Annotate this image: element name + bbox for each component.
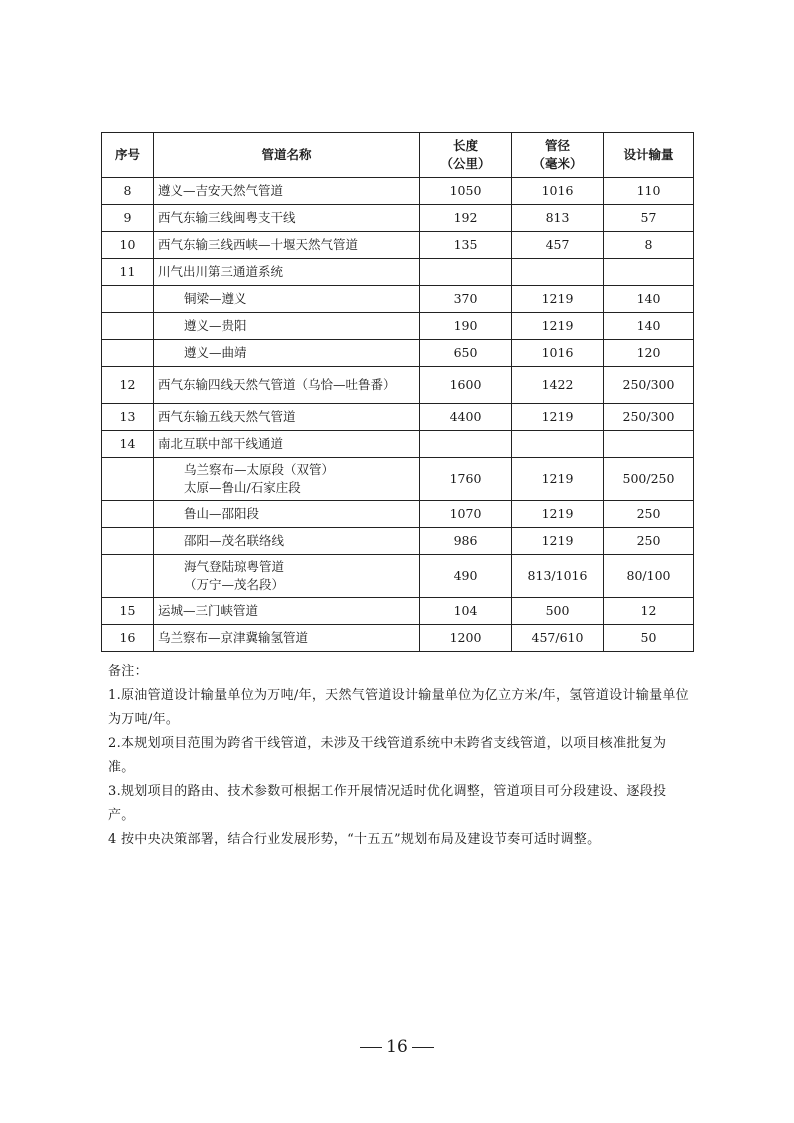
note-item: 2.本规划项目范围为跨省干线管道，未涉及干线管道系统中未跨省支线管道，以项目核准批复为准。 — [108, 736, 667, 775]
note-item: 1.原油管道设计输量单位为万吨/年，天然气管道设计输量单位为亿立方米/年，氢管道设计输量单位为万吨/年。 — [108, 688, 689, 727]
row-no — [102, 528, 154, 555]
row-diameter: 1219 — [512, 313, 604, 340]
row-capacity: 140 — [604, 313, 694, 340]
note-item: 4 按中央决策部署，结合行业发展形势，“十五五”规划布局及建设节奏可适时调整。 — [108, 832, 601, 847]
row-name: 遵义—贵阳 — [154, 313, 420, 340]
table-header-row — [102, 133, 694, 178]
page-number: 16 — [386, 1037, 408, 1057]
table-row — [102, 404, 694, 431]
row-no: 9 — [102, 205, 154, 232]
row-length: 1760 — [420, 458, 512, 501]
row-name: 铜梁—遵义 — [154, 286, 420, 313]
row-length: 104 — [420, 598, 512, 625]
header-diameter — [512, 133, 604, 178]
row-length: 1200 — [420, 625, 512, 652]
page-footer — [0, 1037, 794, 1057]
row-no — [102, 286, 154, 313]
row-diameter: 457 — [512, 232, 604, 259]
row-name-line2: 太原—鲁山/石家庄段 — [184, 480, 301, 495]
header-length-line1: 长度 — [452, 138, 478, 153]
row-name: 鲁山—邵阳段 — [154, 501, 420, 528]
row-name: 西气东输三线闽粤支干线 — [154, 205, 420, 232]
footer-dash-left — [360, 1047, 382, 1049]
row-name: 西气东输五线天然气管道 — [154, 404, 420, 431]
row-length: 986 — [420, 528, 512, 555]
header-capacity: 设计输量 — [604, 133, 694, 178]
table-row — [102, 625, 694, 652]
table-row — [102, 259, 694, 286]
row-capacity: 250 — [604, 528, 694, 555]
header-diameter-line1: 管径 — [544, 138, 570, 153]
table-row — [102, 313, 694, 340]
row-no: 15 — [102, 598, 154, 625]
row-name — [154, 458, 420, 501]
row-no: 14 — [102, 431, 154, 458]
row-capacity: 8 — [604, 232, 694, 259]
pipeline-table — [101, 132, 694, 652]
row-length: 190 — [420, 313, 512, 340]
table-row — [102, 286, 694, 313]
row-diameter: 457/610 — [512, 625, 604, 652]
row-name: 运城—三门峡管道 — [154, 598, 420, 625]
row-diameter — [512, 431, 604, 458]
row-no: 16 — [102, 625, 154, 652]
row-capacity: 250/300 — [604, 367, 694, 404]
row-name — [154, 555, 420, 598]
table-row — [102, 178, 694, 205]
row-capacity — [604, 431, 694, 458]
notes-section — [108, 660, 690, 852]
footer-dash-right — [412, 1047, 434, 1049]
row-length: 1070 — [420, 501, 512, 528]
row-name: 遵义—曲靖 — [154, 340, 420, 367]
row-name: 乌兰察布—京津冀输氢管道 — [154, 625, 420, 652]
row-capacity: 12 — [604, 598, 694, 625]
table-row — [102, 555, 694, 598]
row-name: 遵义—吉安天然气管道 — [154, 178, 420, 205]
row-capacity: 250/300 — [604, 404, 694, 431]
row-capacity: 120 — [604, 340, 694, 367]
table-row — [102, 431, 694, 458]
row-no — [102, 458, 154, 501]
row-diameter — [512, 259, 604, 286]
table-row — [102, 205, 694, 232]
row-capacity: 140 — [604, 286, 694, 313]
row-length: 370 — [420, 286, 512, 313]
row-no: 11 — [102, 259, 154, 286]
row-name: 川气出川第三通道系统 — [154, 259, 420, 286]
row-name-line1: 海气登陆琼粤管道 — [184, 559, 285, 574]
row-no — [102, 313, 154, 340]
row-length: 1600 — [420, 367, 512, 404]
row-diameter: 1016 — [512, 340, 604, 367]
table-row — [102, 501, 694, 528]
row-capacity: 80/100 — [604, 555, 694, 598]
row-diameter: 1219 — [512, 286, 604, 313]
row-length — [420, 431, 512, 458]
table-row — [102, 367, 694, 404]
row-length — [420, 259, 512, 286]
row-diameter: 500 — [512, 598, 604, 625]
row-length: 192 — [420, 205, 512, 232]
notes-title: 备注： — [108, 664, 148, 679]
row-name: 南北互联中部干线通道 — [154, 431, 420, 458]
row-diameter: 1219 — [512, 458, 604, 501]
header-name: 管道名称 — [154, 133, 420, 178]
row-name: 邵阳—茂名联络线 — [154, 528, 420, 555]
row-capacity: 57 — [604, 205, 694, 232]
row-no: 13 — [102, 404, 154, 431]
row-capacity: 500/250 — [604, 458, 694, 501]
row-diameter: 813/1016 — [512, 555, 604, 598]
table-row — [102, 598, 694, 625]
row-diameter: 1219 — [512, 404, 604, 431]
row-no — [102, 501, 154, 528]
header-diameter-line2: （毫米） — [532, 156, 583, 171]
row-capacity: 50 — [604, 625, 694, 652]
header-length-line2: （公里） — [440, 156, 491, 171]
row-name: 西气东输三线西峡—十堰天然气管道 — [154, 232, 420, 259]
row-name: 西气东输四线天然气管道（乌恰—吐鲁番） — [154, 367, 420, 404]
table-row — [102, 528, 694, 555]
row-diameter: 1219 — [512, 501, 604, 528]
row-no — [102, 555, 154, 598]
row-capacity — [604, 259, 694, 286]
row-no: 8 — [102, 178, 154, 205]
row-capacity: 250 — [604, 501, 694, 528]
row-length: 490 — [420, 555, 512, 598]
row-diameter: 813 — [512, 205, 604, 232]
row-no — [102, 340, 154, 367]
row-diameter: 1422 — [512, 367, 604, 404]
row-no: 12 — [102, 367, 154, 404]
row-diameter: 1219 — [512, 528, 604, 555]
note-item: 3.规划项目的路由、技术参数可根据工作开展情况适时优化调整，管道项目可分段建设、逐段投产。 — [108, 784, 667, 823]
table-row — [102, 458, 694, 501]
table-row — [102, 232, 694, 259]
header-length — [420, 133, 512, 178]
row-capacity: 110 — [604, 178, 694, 205]
row-name-line2: （万宁—茂名段） — [184, 577, 285, 592]
row-name-line1: 乌兰察布—太原段（双管） — [184, 462, 335, 477]
row-length: 135 — [420, 232, 512, 259]
row-length: 650 — [420, 340, 512, 367]
row-length: 4400 — [420, 404, 512, 431]
row-diameter: 1016 — [512, 178, 604, 205]
header-no: 序号 — [102, 133, 154, 178]
table-row — [102, 340, 694, 367]
row-no: 10 — [102, 232, 154, 259]
row-length: 1050 — [420, 178, 512, 205]
